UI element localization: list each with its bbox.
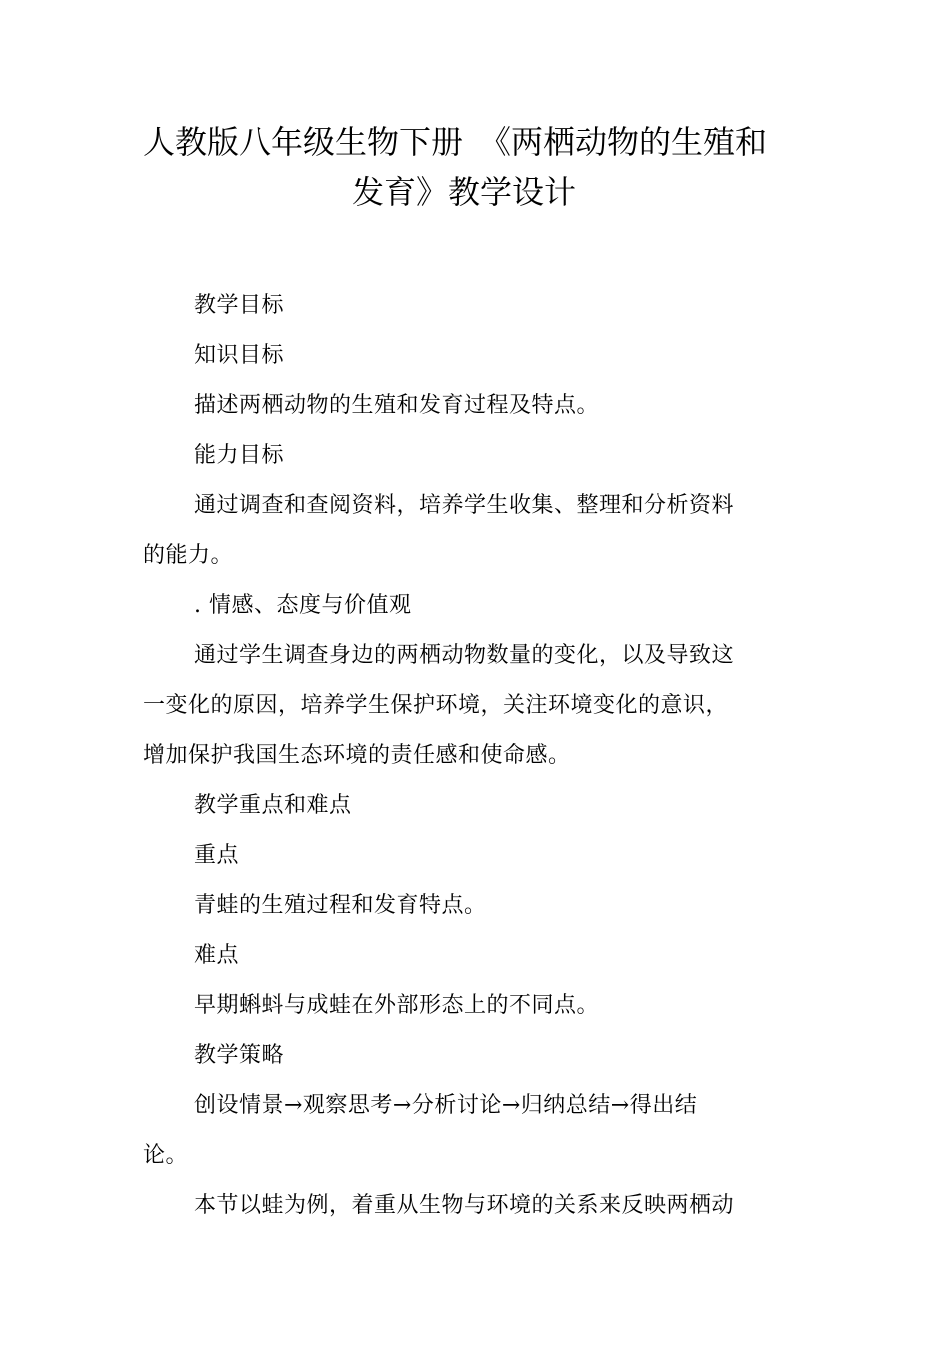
heading-attitude-values: . 情感、态度与价值观 (194, 593, 412, 618)
heading-ability-objectives: 能力目标 (194, 443, 285, 468)
heading-teaching-objectives: 教学目标 (194, 293, 285, 318)
heading-knowledge-objectives: 知识目标 (194, 343, 285, 368)
heading-key-points-difficulties: 教学重点和难点 (194, 793, 352, 818)
paragraph-line: 描述两栖动物的生殖和发育过程及特点。 (194, 393, 600, 418)
paragraph-line: 通过调查和查阅资料，培养学生收集、整理和分析资料 (194, 493, 735, 518)
paragraph-line: 早期蝌蚪与成蛙在外部形态上的不同点。 (194, 993, 600, 1018)
heading-key-points: 重点 (194, 843, 240, 868)
paragraph-line: 创设情景→观察思考→分析讨论→归纳总结→得出结 (194, 1093, 698, 1118)
heading-difficulties: 难点 (194, 943, 240, 968)
paragraph-line: 一变化的原因，培养学生保护环境，关注环境变化的意识， (143, 693, 729, 718)
paragraph-line: 青蛙的生殖过程和发育特点。 (194, 893, 487, 918)
heading-teaching-strategy: 教学策略 (194, 1043, 285, 1068)
paragraph-line: 增加保护我国生态环境的责任感和使命感。 (143, 743, 571, 768)
paragraph-line: 论。 (143, 1143, 189, 1168)
paragraph-line: 本节以蛙为例，着重从生物与环境的关系来反映两栖动 (194, 1193, 735, 1218)
document-title-line-2: 发育》教学设计 (352, 173, 577, 211)
document-title-line-1: 人教版八年级生物下册 《两栖动物的生殖和 (143, 123, 768, 161)
paragraph-line: 通过学生调查身边的两栖动物数量的变化，以及导致这 (194, 643, 735, 668)
paragraph-line: 的能力。 (143, 543, 234, 568)
